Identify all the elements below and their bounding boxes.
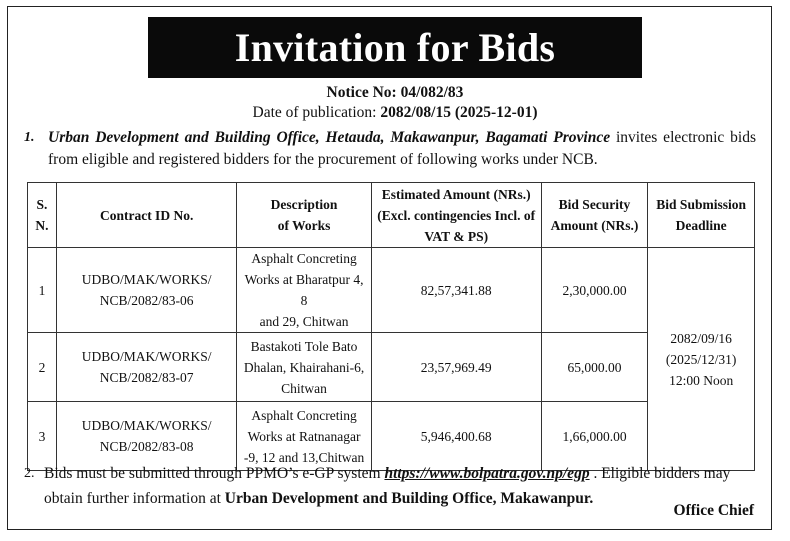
cell-estimated-amount: 82,57,341.88 bbox=[371, 248, 541, 333]
cell-line: NCB/2082/83-07 bbox=[99, 370, 194, 385]
cell-line: Dhalan, Khairahani-6, bbox=[243, 359, 365, 375]
publication-date-value: 2082/08/15 (2025-12-01) bbox=[380, 104, 538, 121]
cell-sn: 3 bbox=[28, 402, 57, 471]
table-row bbox=[28, 248, 755, 333]
header-estimate-line: Estimated Amount (NRs.) bbox=[381, 186, 531, 202]
cell-line: Works at Bharatpur 4, 8 bbox=[244, 272, 364, 308]
paragraph-2-office: Urban Development and Building Office, Makawanpur. bbox=[224, 490, 594, 507]
cell-line: Chitwan bbox=[281, 380, 327, 396]
deadline-line: (2025/12/31) bbox=[665, 351, 737, 367]
deadline-line: 12:00 Noon bbox=[669, 372, 734, 388]
cell-bid-security: 2,30,000.00 bbox=[541, 248, 648, 333]
cell-line: -9, 12 and 13,Chitwan bbox=[243, 449, 365, 465]
paragraph-2-before: Bids must be submitted through PPMO’s e-GP system bbox=[44, 465, 385, 482]
header-estimated-amount bbox=[371, 183, 541, 248]
cell-description bbox=[237, 333, 371, 402]
table-header-row bbox=[28, 183, 755, 248]
header-deadline-line: Bid Submission bbox=[656, 197, 746, 212]
paragraph-1-text bbox=[48, 127, 756, 171]
paragraph-1-rest: invites electronic bids from eligible and registered bidders for the procurement of following works under NCB. bbox=[48, 129, 756, 168]
paragraph-2-number: 2. bbox=[24, 466, 35, 481]
header-deadline bbox=[648, 183, 755, 248]
cell-description bbox=[237, 248, 371, 333]
header-bid-security bbox=[541, 183, 648, 248]
egp-link[interactable]: https://www.bolpatra.gov.np/egp bbox=[384, 465, 590, 482]
header-sn-line: S. bbox=[36, 197, 48, 212]
publication-label: Date of publication: bbox=[252, 104, 377, 121]
header-description bbox=[237, 183, 371, 248]
table-row bbox=[28, 333, 755, 402]
bids-table bbox=[27, 182, 755, 471]
cell-line: Asphalt Concreting bbox=[251, 407, 357, 423]
header-description-line: of Works bbox=[277, 218, 331, 233]
cell-line: Asphalt Concreting bbox=[251, 251, 357, 266]
header-sn bbox=[28, 183, 57, 248]
cell-sn: 2 bbox=[28, 333, 57, 402]
title-banner bbox=[148, 17, 642, 78]
cell-contract-id bbox=[56, 333, 237, 402]
paragraph-2-middle: . Eligible bidders may obtain further information at bbox=[44, 465, 731, 507]
header-description-line: Description bbox=[270, 197, 338, 212]
cell-line: NCB/2082/83-08 bbox=[99, 439, 194, 454]
cell-estimated-amount: 5,946,400.68 bbox=[371, 402, 541, 471]
publication-date bbox=[0, 104, 790, 122]
header-sn-line: N. bbox=[35, 218, 49, 233]
cell-estimated-amount: 23,57,969.49 bbox=[371, 333, 541, 402]
cell-line: UDBO/MAK/WORKS/ bbox=[81, 418, 212, 433]
cell-bid-security: 1,66,000.00 bbox=[541, 402, 648, 471]
header-security-line: Amount (NRs.) bbox=[550, 218, 639, 233]
page-title: Invitation for Bids bbox=[234, 25, 556, 70]
signoff: Office Chief bbox=[673, 502, 754, 519]
paragraph-1 bbox=[24, 127, 756, 171]
cell-sn: 1 bbox=[28, 248, 57, 333]
header-contract-id: Contract ID No. bbox=[56, 183, 237, 248]
header-estimate-line: VAT & PS) bbox=[424, 228, 489, 244]
cell-bid-security: 65,000.00 bbox=[541, 333, 648, 402]
office-name: Urban Development and Building Office, Hetauda, Makawanpur, Bagamati Province bbox=[48, 129, 611, 146]
header-estimate-line: (Excl. contingencies Incl. of bbox=[377, 207, 536, 223]
paragraph-2 bbox=[24, 461, 764, 511]
paragraph-2-text bbox=[44, 461, 764, 511]
cell-line: Works at Ratnanagar bbox=[247, 428, 361, 444]
header-deadline-line: Deadline bbox=[675, 218, 727, 233]
cell-line: Bastakoti Tole Bato bbox=[250, 338, 358, 354]
notice-number: Notice No: 04/082/83 bbox=[326, 84, 464, 101]
cell-deadline bbox=[648, 248, 755, 471]
cell-line: UDBO/MAK/WORKS/ bbox=[81, 272, 212, 287]
cell-contract-id bbox=[56, 248, 237, 333]
cell-line: and 29, Chitwan bbox=[259, 314, 349, 329]
cell-line: NCB/2082/83-06 bbox=[99, 293, 194, 308]
header-security-line: Bid Security bbox=[558, 197, 631, 212]
deadline-line: 2082/09/16 bbox=[670, 330, 732, 346]
paragraph-1-number: 1. bbox=[24, 130, 35, 145]
cell-line: UDBO/MAK/WORKS/ bbox=[81, 349, 212, 364]
